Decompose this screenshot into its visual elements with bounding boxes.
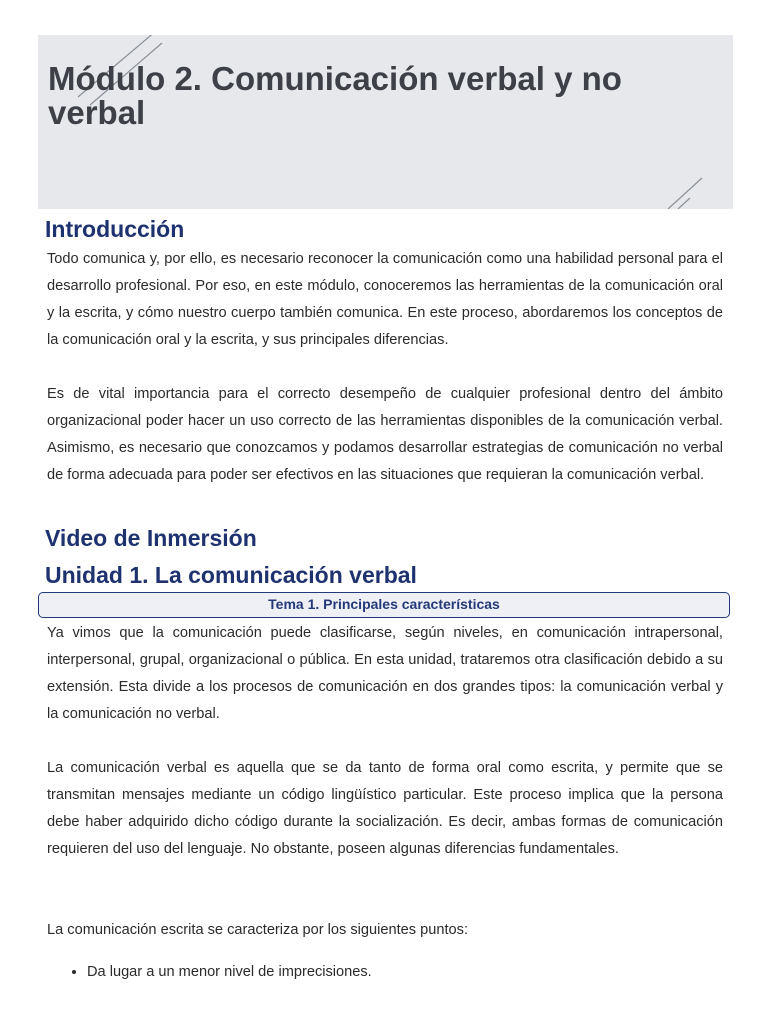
unit-paragraph-1: Ya vimos que la comunicación puede clasificarse, según niveles, en comunicación intrapersonal, interpersonal, grupal, organizacional o pública. En esta unidad, trataremos otra clasificación debido a su extensión. Esta divide a los procesos de comunicación en dos grandes tipos: la comunicación verbal y la comunicación no verbal. (47, 625, 723, 722)
video-heading: Video de Inmersión (45, 525, 257, 551)
intro-heading: Introducción (45, 216, 185, 242)
unit-heading: Unidad 1. La comunicación verbal (45, 562, 417, 588)
topic-box (38, 592, 730, 618)
list-item: • Da lugar a un menor nivel de imprecisiones. (87, 959, 372, 986)
intro-paragraph-2: Es de vital importancia para el correcto desempeño de cualquier profesional dentro del ámbito organizacional poder hacer un uso correcto de las herramientas disponibles de la comunicación verbal. Asimismo, es necesario que conozcamos y podamos desarrollar estrategias de comunicación no verbal de forma adecuada para poder ser efectivos en las situaciones que requieran la comunicación verbal. (47, 386, 723, 483)
module-title: Módulo 2. Comunicación verbal y no verbal (48, 60, 622, 131)
unit-paragraph-2: La comunicación verbal es aquella que se da tanto de forma oral como escrita, y permite que se transmitan mensajes mediante un código lingüístico particular. Este proceso implica que la persona debe haber adquirido dicho código durante la socialización. Es decir, ambas formas de comunicación requieren del uso del lenguaje. No obstante, poseen algunas diferencias fundamentales. (47, 760, 723, 857)
bullet-list (67, 959, 372, 986)
intro-paragraph-1: Todo comunica y, por ello, es necesario reconocer la comunicación como una habilidad personal para el desarrollo profesional. Por eso, en este módulo, conoceremos las herramientas de la comunicación oral y la escrita, y cómo nuestro cuerpo también comunica. En este proceso, abordaremos los conceptos de la comunicación oral y la escrita, y sus principales diferencias. (47, 251, 723, 348)
topic-label: Tema 1. Principales características (268, 596, 500, 612)
unit-paragraph-3: La comunicación escrita se caracteriza por los siguientes puntos: (47, 922, 469, 938)
module-banner (38, 35, 733, 209)
